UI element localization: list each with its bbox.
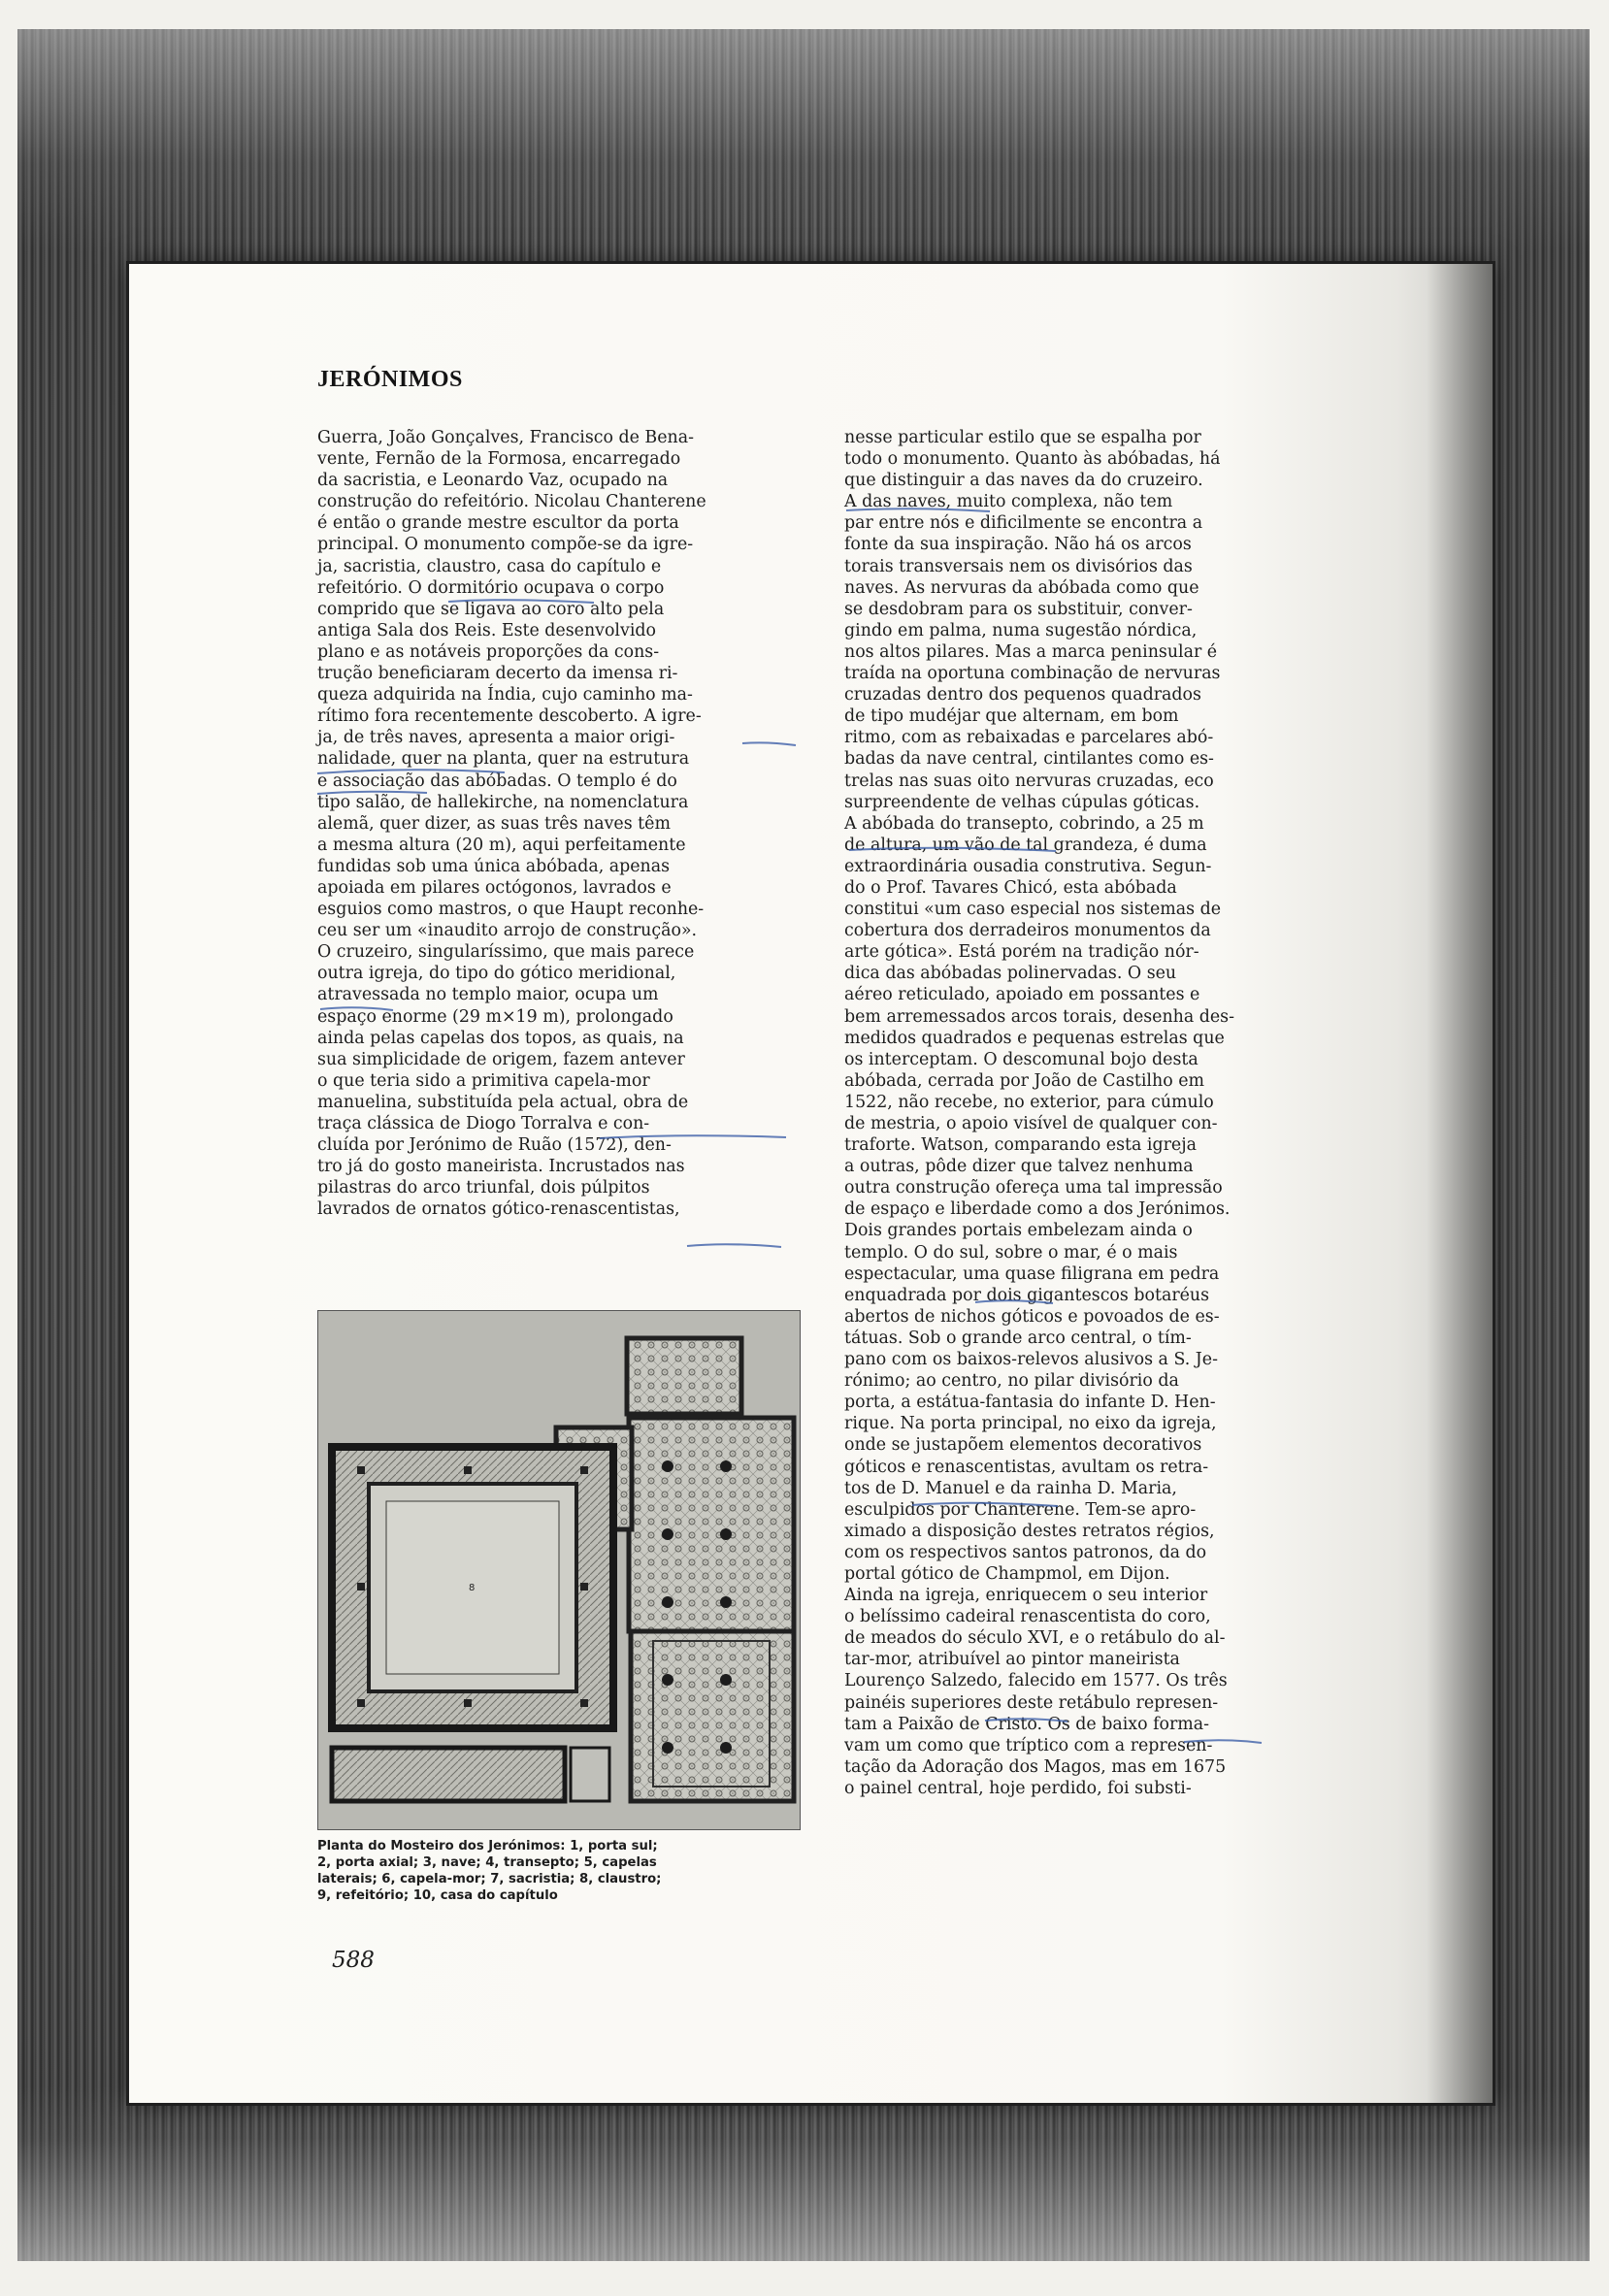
page-heading: JERÓNIMOS <box>317 367 463 392</box>
scan-haze-bottom <box>17 2086 1590 2261</box>
plan-label-cloister: 8 <box>469 1583 476 1593</box>
page-number: 588 <box>332 1948 375 1973</box>
floor-plan-drawing <box>318 1311 800 1829</box>
page-edge-shadow <box>1427 264 1493 2103</box>
scan-haze-top <box>17 29 1590 252</box>
monastery-floor-plan <box>317 1310 801 1830</box>
right-column-text: nesse particular estilo que se espalha por todo o monumento. Quanto às abóbadas, há que distinguir a das naves da do cruzeiro. A das naves, muito complexa, não tem par entre nós e dificilmente se encontra a fonte da sua inspiração. Não há os arcos torais transversais nem os divisórios das naves. As nervuras da abóbada como que se desdobram para os substituir, conver- gindo em palma, numa sugestão nórdica, nos altos pilares. Mas a marca peninsular é traída na oportuna combinação de nervuras cruzadas dentro dos pequenos quadrados de tipo mudéjar que alternam, em bom ritmo, com as rebaixadas e parcelares abó- badas da nave central, cintilantes como es- trelas nas suas oito nervuras cruzadas, eco surpreendente de velhas cúpulas góticas. A abóbada do transepto, cobrindo, a 25 m de altura, um vão de tal grandeza, é duma extraordinária ousadia construtiva. Segun- do o Prof. Tavares Chicó, esta abóbada constitui «um caso especial nos sistemas de cobertura dos derradeiros monumentos da arte gótica». Está porém na tradição nór- dica das abóbadas polinervadas. O seu aéreo reticulado, apoiado em possantes e bem arremessados arcos torais, desenha des- medidos quadrados e pequenas estrelas que os interceptam. O descomunal bojo desta abóbada, cerrada por João de Castilho em 1522, não recebe, no exterior, para cúmulo de mestria, o apoio visível de qualquer con- traforte. Watson, comparando esta igreja a outras, pôde dizer que talvez nenhuma outra construção ofereça uma tal impressão de espaço e liberdade como a dos Jerónimos. Dois grandes portais embelezam ainda o templo. O do sul, sobre o mar, é o mais espectacular, uma quase filigrana em pedra enquadrada por dois gigantescos botaréus abertos de nichos góticos e povoados de es- tátuas. Sob o grande arco central, o tím- pano com os baixos-relevos alusivos a S. Je- rónimo; ao centro, no pilar divisório da porta, a estátua-fantasia do infante D. Hen- rique. Na porta principal, no eixo da igreja, onde se justapõem elementos decorativos góticos e renascentistas, avultam os retra- tos de D. Manuel e da rainha D. Maria, esculpidos por Chanterene. Tem-se apro- ximado a disposição destes retratos régios, com os respectivos santos patronos, da do portal gótico de Champmol, em Dijon. Ainda na igreja, enriquecem o seu interior o belíssimo cadeiral renascentista do coro, de meados do século XVI, e o retábulo do al- tar-mor, atribuível ao pintor maneirista Lourenço Salzedo, falecido em 1577. Os três painéis superiores deste retábulo represen- tam a Paixão de Cristo. Os de baixo forma- vam um como que tríptico com a represen- tação da Adoração dos Magos, mas em 1675 o painel central, hoje perdido, foi substi- <box>844 428 1234 1798</box>
figure-caption: Planta do Mosteiro dos Jerónimos: 1, porta sul; 2, porta axial; 3, nave; 4, transepto; 5, capelas laterais; 6, capela-mor; 7, sacristia; 8, claustro; 9, refeitório; 10, casa do capítulo <box>317 1839 662 1903</box>
left-column-text: Guerra, João Gonçalves, Francisco de Bena- vente, Fernão de la Formosa, encarregado da sacristia, e Leonardo Vaz, ocupado na construção do refeitório. Nicolau Chanterene é então o grande mestre escultor da porta principal. O monumento compõe-se da igre- ja, sacristia, claustro, casa do capítulo e refeitório. O dormitório ocupava o corpo comprido que se ligava ao coro alto pela antiga Sala dos Reis. Este desenvolvido plano e as notáveis proporções da cons- trução beneficiaram decerto da imensa ri- queza adquirida na Índia, cujo caminho ma- rítimo fora recentemente descoberto. A igre- ja, de três naves, apresenta a maior origi- nalidade, quer na planta, quer na estrutura e associação das abóbadas. O templo é do tipo salão, de hallekirche, na nomenclatura alemã, quer dizer, as suas três naves têm a mesma altura (20 m), aqui perfeitamente fundidas sob uma única abóbada, apenas apoiada em pilares octógonos, lavrados e esguios como mastros, o que Haupt reconhe- ceu ser um «inaudito arrojo de construção». O cruzeiro, singularíssimo, que mais parece outra igreja, do tipo do gótico meridional, atravessada no templo maior, ocupa um espaço enorme (29 m×19 m), prolongado ainda pelas capelas dos topos, as quais, na sua simplicidade de origem, fazem antever o que teria sido a primitiva capela-mor manuelina, substituída pela actual, obra de traça clássica de Diogo Torralva e con- cluída por Jerónimo de Ruão (1572), den- tro já do gosto maneirista. Incrustados nas pilastras do arco triunfal, dois púlpitos lavrados de ornatos gótico-renascentistas, <box>317 428 706 1220</box>
